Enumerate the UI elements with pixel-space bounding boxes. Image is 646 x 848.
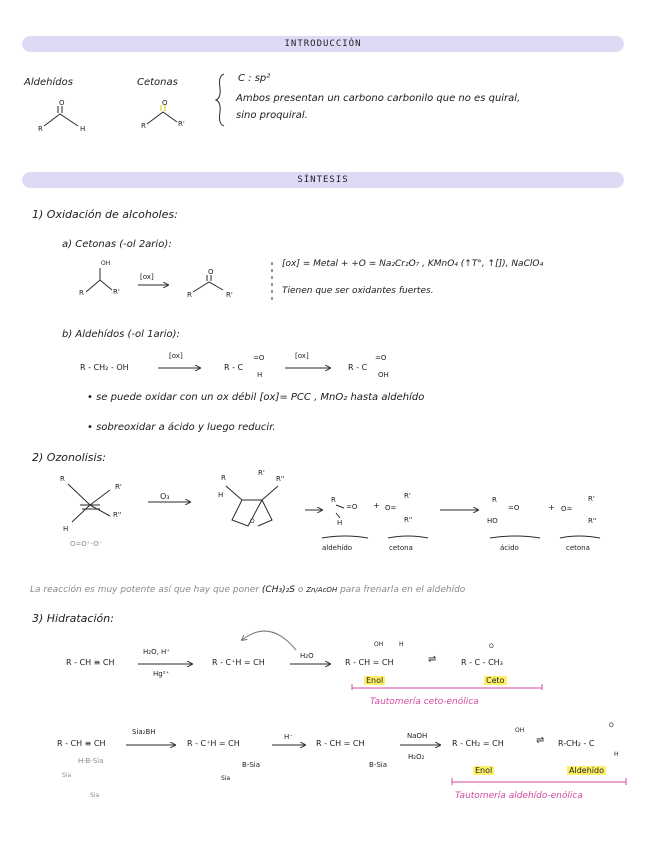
s3-r1-mid: R - C⁺H = CH xyxy=(212,658,265,667)
cetonas-label: Cetonas xyxy=(137,77,178,88)
s3-r1-reag2: Hg²⁺ xyxy=(153,670,170,678)
s2-oz-o: O xyxy=(250,518,255,525)
s1b-title: b) Aldehídos (-ol 1ario): xyxy=(62,329,180,340)
hybridization: C : sp² xyxy=(238,73,271,84)
s1b-ox1: [ox] xyxy=(169,352,183,360)
s2-oz-r2: R'' xyxy=(276,475,285,483)
s1b-mid-o: =O xyxy=(253,354,265,362)
s3-r1-enol: R - CH = CH xyxy=(345,658,394,667)
s3-r1-reag1: H₂O, H⁺ xyxy=(143,648,170,656)
cet-skeleton xyxy=(147,112,177,124)
intro-note-line1: Ambos presentan un carbono carbonilo que no es quiral, xyxy=(236,93,521,104)
s1-ox-line2: Tienen que ser oxidantes fuertes. xyxy=(282,286,434,296)
s1a-ox: [ox] xyxy=(140,273,154,281)
intro-title: INTRODUCCIÓN xyxy=(284,39,362,49)
s2-p4-r1: R' xyxy=(588,495,595,503)
s3-r2-label-enol: Enol xyxy=(475,766,493,775)
s1a-ketone xyxy=(193,275,223,292)
s3-r1-label-enol: Enol xyxy=(366,676,384,685)
s3-sia1: Sia xyxy=(62,772,72,779)
s2-p4-o: O= xyxy=(561,505,573,513)
s2-p1-label: aldehído xyxy=(322,544,353,552)
ald-double-bond xyxy=(58,106,62,113)
s3-r1-ceto-o: O xyxy=(489,643,494,650)
s2-p3-r: R xyxy=(492,496,497,504)
s2-alk-h: H xyxy=(63,525,69,533)
s3-r2-taut: Tautomería aldehído-enólica xyxy=(455,791,583,801)
s1-ox-line1: [ox] = Metal + +O = Na₂Cr₂O₇ , KMnO₄ (↑T°, ↑[]), NaClO₄ xyxy=(282,259,544,269)
s3-r1-ceto: R - C - CH₃ xyxy=(461,658,503,667)
s3-r1-curved-arrow xyxy=(242,631,296,650)
s2-plus2: + xyxy=(548,503,555,512)
s1b-ox2: [ox] xyxy=(295,352,309,360)
s3-r2-label-ald: Aldehído xyxy=(569,766,604,775)
s3-r2-start: R - CH ≡ CH xyxy=(57,739,106,748)
s1a-prod-r1: R' xyxy=(226,291,233,299)
s2-p4-r2: R'' xyxy=(588,517,597,525)
s3-r1-h2o: H₂O xyxy=(300,652,314,660)
s2-p4-brace xyxy=(560,536,600,538)
s1-title: 1) Oxidación de alcoholes: xyxy=(32,208,178,221)
ald-skeleton xyxy=(44,114,78,126)
s2-oz-r1: R' xyxy=(258,469,265,477)
s3-r2-reag4: H₂O₂ xyxy=(408,753,425,761)
s2-p3-o: =O xyxy=(508,504,520,512)
s2-ozone: O=O⁺-O⁻ xyxy=(70,540,103,548)
cet-r: R xyxy=(141,122,146,130)
s2-alk-r: R xyxy=(60,475,65,483)
s1a-r: R xyxy=(79,289,84,297)
s3-r2-eq: ⇌ xyxy=(536,735,545,746)
s2-p2-r2: R'' xyxy=(404,516,413,524)
s1b-mid: R - C xyxy=(224,363,244,372)
s3-r2-enol: R - CH₂ = CH xyxy=(452,739,504,748)
s3-sia2: Sia xyxy=(90,792,100,799)
s3-r2-mid-b: B-Sia xyxy=(242,761,261,769)
s2-p3-brace xyxy=(490,536,540,538)
s3-r1-enol-h: H xyxy=(399,641,404,648)
s3-r2-reag3: NaOH xyxy=(407,732,428,740)
s2-plus1: + xyxy=(373,501,380,510)
s1b-end-oh: OH xyxy=(378,371,389,379)
s2-ozonide xyxy=(226,486,278,526)
s3-r1-eq: ⇌ xyxy=(428,654,437,665)
s1a-r1: R' xyxy=(113,288,120,296)
s2-p2-r1: R' xyxy=(404,492,411,500)
s2-p1-bonds xyxy=(336,505,344,518)
s3-r2-h: H⁻ xyxy=(284,733,293,741)
s3-r2-int-b: B-Sia xyxy=(369,761,388,769)
s1b-end: R - C xyxy=(348,363,368,372)
s2-oz-h: H xyxy=(218,491,224,499)
s3-r2-enol-oh: OH xyxy=(515,727,525,734)
s2-note-a: La reacción es muy potente así que hay que poner xyxy=(30,585,260,595)
s2-note-e: para frenarla en el aldehído xyxy=(340,585,466,595)
s2-oz-r: R xyxy=(221,474,226,482)
s3-r2-ald-h: H xyxy=(614,751,619,758)
s1b-end-o: =O xyxy=(375,354,387,362)
s3-r2-ald-o: O xyxy=(609,722,614,729)
cet-double-bond xyxy=(161,105,165,111)
s1a-prod-r: R xyxy=(187,291,192,299)
cet-r1: R' xyxy=(178,120,185,128)
s2-p3-label: ácido xyxy=(500,544,519,552)
s2-note-c: o xyxy=(297,585,304,595)
s2-alk-r2: R'' xyxy=(113,511,122,519)
s1-bullet1: • se puede oxidar con un ox débil [ox]= PCC , MnO₂ hasta aldehído xyxy=(87,392,425,403)
cet-oxygen: O xyxy=(162,99,168,107)
ald-h: H xyxy=(80,125,86,133)
ald-oxygen: O xyxy=(59,99,65,107)
s3-sia3: Sia xyxy=(221,775,231,782)
s3-r2-side: H-B-Sia xyxy=(78,757,104,765)
s2-alkene xyxy=(68,484,110,522)
s2-title: 2) Ozonolisis: xyxy=(32,451,106,464)
ald-r: R xyxy=(38,125,43,133)
s3-r1-taut-bracket xyxy=(352,684,542,690)
s1a-oh: OH xyxy=(101,260,111,267)
s2-p1-h: H xyxy=(337,519,343,527)
s3-r2-mid: R - C⁺H = CH xyxy=(187,739,240,748)
s3-title: 3) Hidratación: xyxy=(32,612,114,625)
s2-p3-ho: HO xyxy=(487,517,498,525)
s1b-mid-h: H xyxy=(257,371,263,379)
s1a-title: a) Cetonas (-ol 2ario): xyxy=(62,239,172,250)
s3-r1-taut: Tautomería ceto-enólica xyxy=(370,697,479,707)
s2-p4-label: cetona xyxy=(566,544,590,552)
sintesis-title: SÍNTESIS xyxy=(297,175,349,185)
s3-r1-start: R - CH ≡ CH xyxy=(66,658,115,667)
intro-brace xyxy=(216,74,224,126)
s3-r1-label-ceto: Ceto xyxy=(486,676,505,685)
s1a-alcohol xyxy=(86,268,112,292)
s1b-start: R - CH₂ - OH xyxy=(80,363,129,372)
s3-r2-int: R - CH = CH xyxy=(316,739,365,748)
s2-o3: O₃ xyxy=(160,492,170,501)
s2-note-d: Zn/AcOH xyxy=(306,586,338,594)
s2-p1-r: R xyxy=(331,496,336,504)
s2-p2-label: cetona xyxy=(389,544,413,552)
s3-r2-ald: R-CH₂ - C xyxy=(558,739,595,748)
s2-p1-o: =O xyxy=(346,503,358,511)
s2-p2-o: O= xyxy=(385,504,397,512)
s2-p2-brace xyxy=(388,536,428,538)
s3-r2-reag: Sia₂BH xyxy=(132,728,156,736)
s1a-prod-o: O xyxy=(208,268,214,276)
s2-p1-brace xyxy=(322,536,368,538)
intro-note-line2: sino proquiral. xyxy=(236,110,308,121)
s3-r2-taut-bracket xyxy=(452,778,626,785)
aldehidos-label: Aldehídos xyxy=(24,77,73,88)
s2-note-b: (CH₃)₂S xyxy=(261,585,295,595)
s1-bullet2: • sobreoxidar a ácido y luego reducir. xyxy=(87,422,276,433)
s3-r1-enol-oh: OH xyxy=(374,641,384,648)
s2-alk-r1: R' xyxy=(115,483,122,491)
